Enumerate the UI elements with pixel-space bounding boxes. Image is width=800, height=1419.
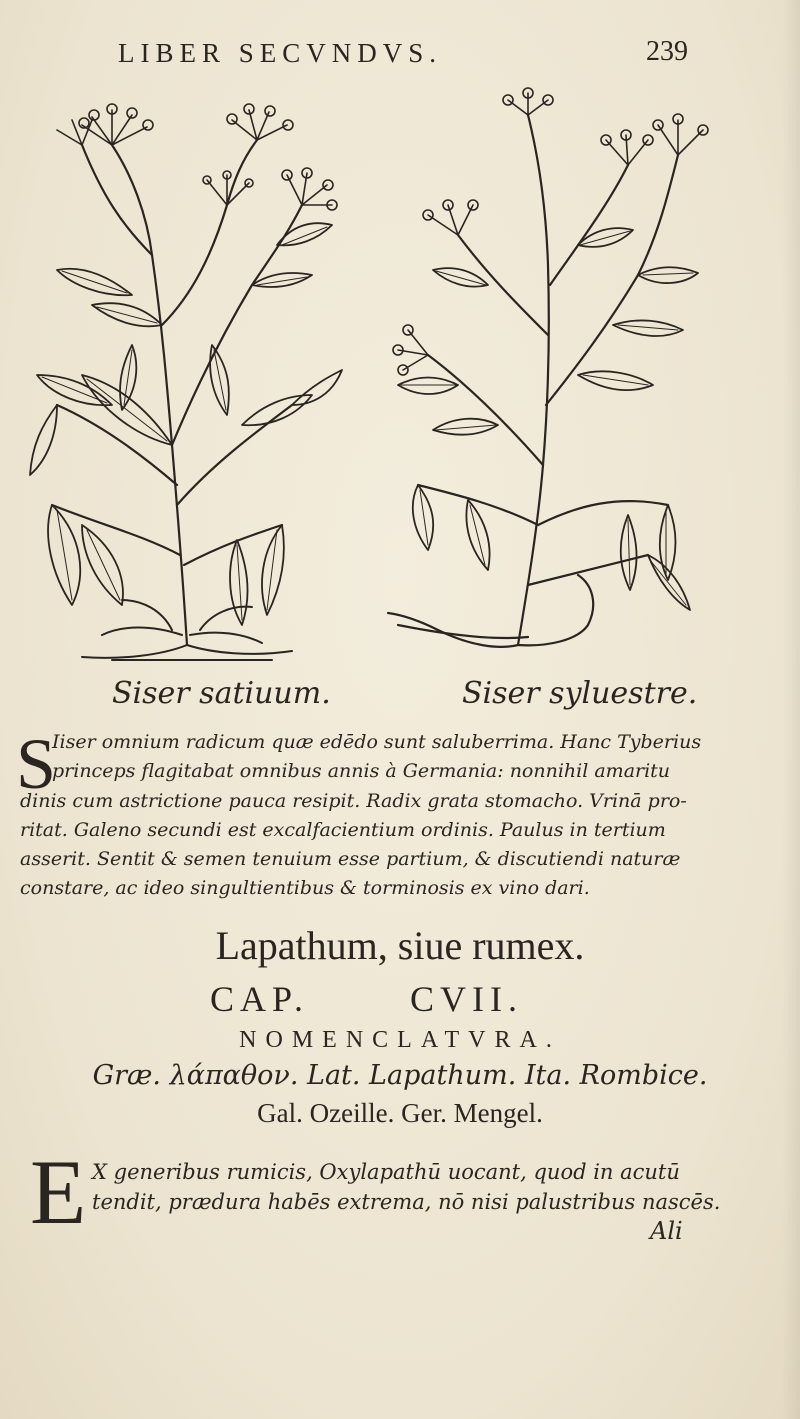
text-line: Iiser omnium radicum quæ edēdo sunt saluberrima. Hanc Tyberius [52,731,702,753]
text-line: asserit. Sentit & semen tenuium esse partium, & discutiendi naturæ [20,848,681,870]
text-line: tendit, prædura habēs extrema, nō nisi palustribus nascēs. [92,1190,721,1214]
page-edge-shadow [782,0,800,1419]
caption-siser-satiuum: Siser satiuum. [112,676,331,711]
text-line: princeps flagitabat omnibus annis à Germania: nonnihil amaritu [52,760,671,782]
cap-label: CAP. [210,979,310,1019]
section-heading-nomenclatura: NOMENCLATVRA. [239,1027,561,1053]
chapter-title: Lapathum, siue rumex. [215,923,585,968]
nomenclature-line-greek-latin-italian: Græ. λάπαθον. Lat. Lapathum. Ita. Rombice. [92,1060,708,1091]
running-title: LIBER SECVNDVS. [118,38,443,68]
text-line: dinis cum astrictione pauca resipit. Radix grata stomacho. Vrinā pro- [20,790,687,812]
woodcut-siser-satiuum [12,85,347,665]
page-number: 239 [646,36,688,67]
text-line: ritat. Galeno secundi est excalfacientium ordinis. Paulus in tertium [20,819,666,841]
catchword: Ali [650,1217,683,1245]
dropcap-e: E [30,1141,87,1243]
text-line: constare, ac ideo singultientibus & torminosis ex vino dari. [20,877,590,899]
woodcut-siser-syluestre [378,85,718,665]
caption-siser-syluestre: Siser syluestre. [462,676,698,711]
dropcap-s: S [16,724,57,804]
page-header [118,38,688,78]
cap-number: CVII. [410,979,523,1019]
nomenclature-line-french-german: Gal. Ozeille. Ger. Mengel. [257,1098,543,1128]
text-line: X generibus rumicis, Oxylapathū uocant, quod in acutū [92,1160,680,1184]
